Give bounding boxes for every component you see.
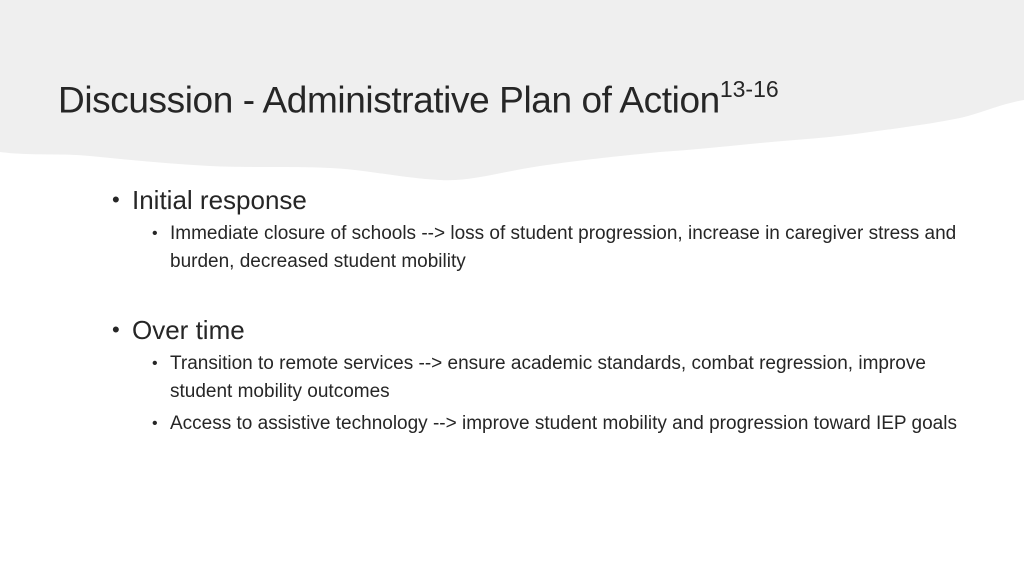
bullet-content [112, 182, 962, 442]
bullet-level1 [112, 312, 962, 348]
title-text: Discussion - Administrative Plan of Action [58, 79, 720, 121]
bullet-dot-icon: • [152, 355, 158, 372]
bullet-dot-icon: • [112, 317, 120, 342]
section-heading: Over time [132, 315, 245, 345]
slide-title [58, 78, 779, 121]
bullet-dot-icon: • [152, 415, 158, 432]
bullet-dot-icon: • [152, 225, 158, 242]
title-superscript: 13-16 [719, 76, 779, 102]
sub-bullet-list [112, 220, 962, 276]
bullet-level2 [152, 410, 962, 438]
bullet-level1 [112, 182, 962, 218]
sub-bullet-list [112, 350, 962, 438]
bullet-text: Immediate closure of schools --> loss of student progression, increase in caregiver stress and burden, decreased student mobility [170, 223, 957, 272]
bullet-level2 [152, 350, 962, 406]
section-over-time [112, 312, 962, 438]
bullet-level2 [152, 220, 962, 276]
section-heading: Initial response [132, 185, 307, 215]
bullet-text: Access to assistive technology --> improve student mobility and progression toward IEP goals [170, 413, 957, 434]
bullet-text: Transition to remote services --> ensure academic standards, combat regression, improve student mobility outcomes [170, 353, 926, 402]
section-initial-response [112, 182, 962, 276]
bullet-dot-icon: • [112, 187, 120, 212]
